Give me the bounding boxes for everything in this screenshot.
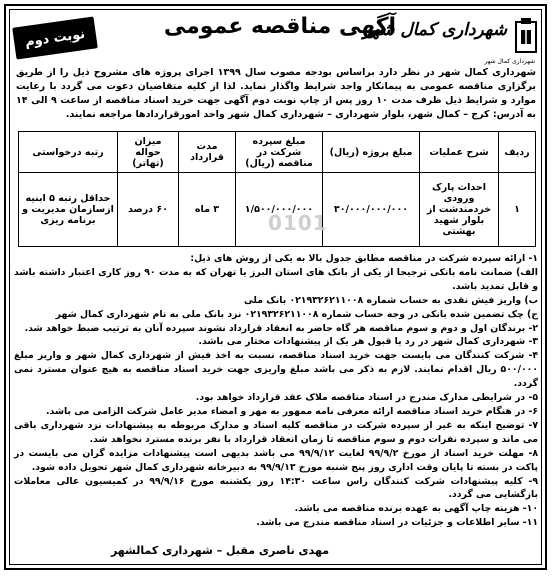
condition-item: ج) چک تضمین شده بانکی در وجه حساب شماره ۰۲۱۹۳۲۶۲۱۱۰۰۸ نزد بانک ملی به نام شهرداری کمال شهر xyxy=(55,308,538,320)
turn-badge: نوبت دوم xyxy=(12,16,98,59)
cell-required-grade: حداقل رتبه ۵ ابنیه ازسازمان مدیریت و برنامه ریزی xyxy=(19,173,118,247)
col-header-barter-rate: میزان حواله (تهاتر) xyxy=(118,132,179,173)
condition-item: ۳- شهرداری کمال شهر در رد یا قبول هر یک از پیشنهادات مختار می باشد. xyxy=(198,336,538,348)
intro-paragraph: شهرداری کمال شهر در نظر دارد براساس بودجه مصوب سال ۱۳۹۹ اجرای پروژه های مشروح ذیل را از طریق برگزاری مناقصه عمومی به پیمانکار واجد شرایط واگذار نماید. لذا از کلیه متقاضیان دعوت می گردد با رعایت موارد و شرایط ذیل ظرف مدت ۱۰ روز پس از چاپ نوبت دوم آگهی جهت خرید اسناد مناقصه از ساعت ۹ الی ۱۴ به آدرس: کرج – کمال شهر، بلوار شهرداری – شهرداری کمال شهر واحد امورقراردادها مراجعه نمایند. xyxy=(16,67,537,120)
col-header-project-amount: مبلغ پروژه (ریال) xyxy=(323,132,420,173)
col-header-required-grade: رتبه درخواستی xyxy=(19,132,118,173)
condition-item: ۸- مهلت خرید اسناد از مورخ ۹۹/۹/۲ لغایت ۹۹/۹/۱۲ می باشد بدیهی است پیشنهادات مزایده گران می بایست در پاکت در بسته تا پایان وقت اداری روز پنج شنبه مورخ ۹۹/۹/۱۳ به دبیرخانه شهرداری کمال شهر تحویل داده شود. xyxy=(14,447,538,473)
condition-item: ۶- در هنگام خرید اسناد مناقصه ارائه معرفی نامه ممهور به مهر و امضاء مدیر عامل شرکت الزامی می باشد. xyxy=(46,405,538,417)
condition-item: ۷- توضیح اینکه به غیر از سپرده شرکت در مناقصه کلیه اسناد و مدارک مربوطه به پیشنهادات نزد شهرداری باقی می ماند و سپرده نفرات دوم و سوم مناقصه تا زمان انعقاد قرارداد با نفر برنده مسترد نخواهد شد. xyxy=(14,419,538,445)
logo-subtext: شهرداری کمال شهر xyxy=(484,58,535,65)
cell-contract-duration: ۳ ماه xyxy=(179,173,236,247)
condition-item: ۴- شرکت کنندگان می بایست جهت خرید اسناد مناقصه، نسبت به اخذ فیش از شهرداری کمال شهر و واریز مبلغ ۵۰۰/۰۰۰ ریال اقدام نمایند. لازم به ذکر می باشد مبلغ واریزی جهت خرید اسناد مناقصه به هیچ عنوان مسترد نمی گردد. xyxy=(14,350,538,390)
condition-item: ۱۱- سایر اطلاعات و جزئیات در اسناد مناقصه مندرج می باشد. xyxy=(256,517,538,529)
condition-item: ۵- در شرایطی مدارک مندرج در اسناد مناقصه ملاک عقد قرارداد خواهد بود. xyxy=(195,392,538,404)
col-header-row-number: ردیف xyxy=(499,132,536,173)
condition-item: ۱- ارائه سپرده شرکت در مناقصه مطابق جدول بالا به یکی از روش های ذیل: xyxy=(190,253,538,264)
condition-item: ۲- برندگان اول و دوم و سوم مناقصه هر گاه حاضر به انعقاد قرارداد نشوند سپرده آنان به ترتیب ضبط خواهد شد. xyxy=(24,322,538,334)
signature: مهدی ناصری مقبل – شهرداری کمالشهر xyxy=(110,544,330,557)
cell-description: احداث پارک ورودی خردمندشت از بلوار شهید بهشتی xyxy=(420,173,499,247)
page-title: آگهی مناقصه عمومی xyxy=(163,14,397,39)
logo-text: شهرداری کمال شهر xyxy=(362,20,507,40)
emblem-icon xyxy=(513,16,539,56)
cell-deposit-amount: ۱/۵۰۰/۰۰۰/۰۰۰ xyxy=(236,173,323,247)
conditions-list xyxy=(14,252,538,530)
municipality-logo xyxy=(362,14,539,72)
col-header-deposit-amount: مبلغ سپرده شرکت در مناقصه (ریال) xyxy=(236,132,323,173)
condition-item: ۱۰- هزینه چاپ آگهی به عهده برنده مناقصه می باشد. xyxy=(294,503,538,515)
cell-row-number: ۱ xyxy=(499,173,536,247)
col-header-description: شرح عملیات xyxy=(420,132,499,173)
col-header-contract-duration: مدت قرارداد xyxy=(179,132,236,173)
table-row xyxy=(19,173,536,247)
table-header-row xyxy=(19,132,536,173)
condition-item: ب) واریز فیش نقدی به حساب شماره ۰۲۱۹۳۲۶۲۱۱۰۰۸ بانک ملی xyxy=(244,294,538,306)
cell-barter-rate: ۶۰ درصد xyxy=(118,173,179,247)
condition-item: الف) ضمانت نامه بانکی ترجیحا از یکی از بانک های استان البرز یا تهران که به مدت ۹۰ روز کاری اعتبار داشته باشد و قابل تمدید باشد. xyxy=(14,266,538,292)
watermark: 0101 xyxy=(268,211,328,235)
cell-project-amount: ۳۰/۰۰۰/۰۰۰/۰۰۰ xyxy=(323,173,420,247)
condition-item: ۹- کلیه پیشنهادات شرکت کنندگان راس ساعت ۱۴:۳۰ روز یکشنبه مورخ ۹۹/۹/۱۶ در کمیسیون عالی معاملات بازگشایی می گردد. xyxy=(14,475,539,501)
